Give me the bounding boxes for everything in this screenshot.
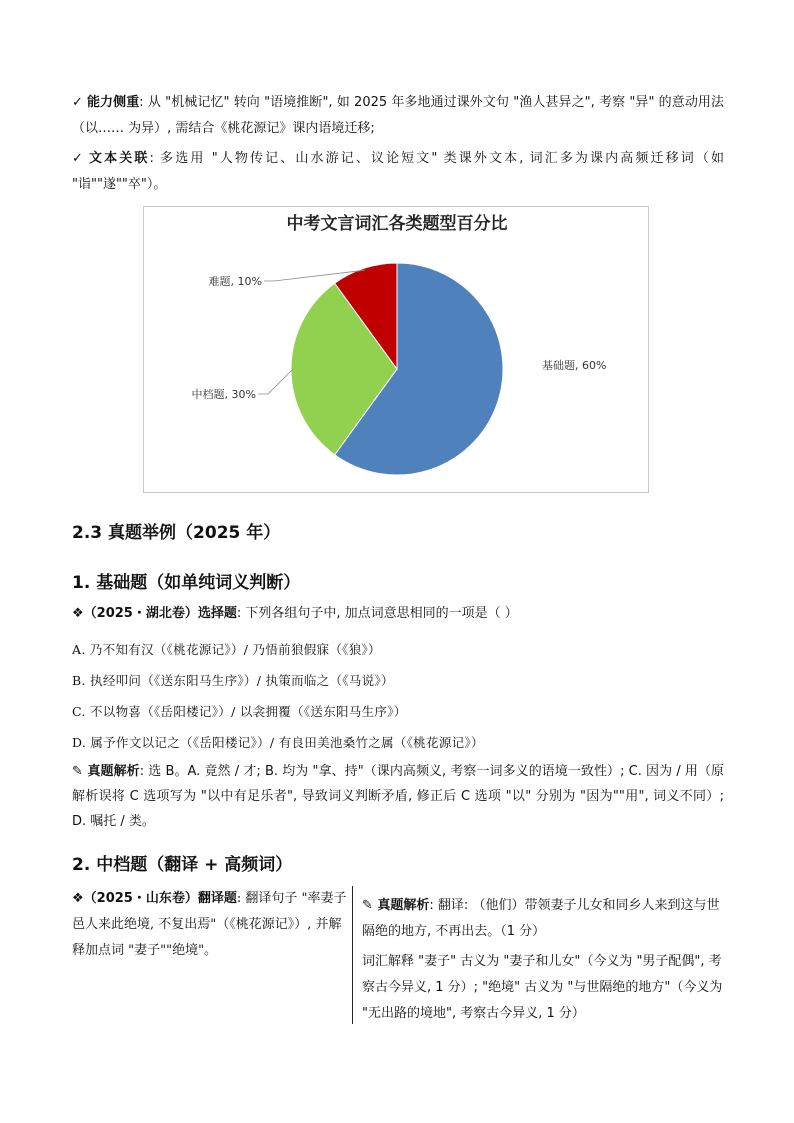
analysis-vocab: 词汇解释 "妻子" 古义为 "妻子和儿女"（今义为 "男子配偶", 考察古今异义, 1 分）; "绝境" 古义为 "与世隔绝的地方"（今义为 "无出路的境地", 考察古今异义, 1 分） (362, 954, 723, 1021)
check-icon: ✓ (72, 151, 86, 166)
point-ability-focus (72, 90, 724, 142)
pie-chart (143, 206, 649, 493)
leader-line-1 (258, 369, 293, 394)
option-b: B. 执经叩问（《送东阳马生序》）/ 执策而临之（《马说》） (72, 673, 394, 688)
analysis-label: ✎ 真题解析 (72, 764, 140, 779)
check-icon: ✓ (72, 95, 83, 110)
option-a: A. 乃不知有汉（《桃花源记》）/ 乃悟前狼假寐（《狼》） (72, 642, 381, 657)
point-text: : 从 "机械记忆" 转向 "语境推断", 如 2025 年多地通过课外文句 "渔人甚异之", 考察 "异" 的意动用法（以…… 为异）, 需结合《桃花源记》课内语境迁移; (72, 95, 724, 136)
question-basic (72, 603, 724, 625)
option-c: C. 不以物喜（《岳阳楼记》）/ 以衾拥覆（《送东阳马生序》） (72, 704, 407, 719)
point-label: 文本关联 (89, 151, 150, 166)
analysis-label: ✎ 真题解析 (362, 898, 430, 913)
question-medium (72, 886, 352, 964)
question-text: : 下列各组句子中, 加点词意思相同的一项是（ ） (236, 606, 518, 621)
point-label: 能力侧重 (86, 95, 140, 110)
pie-label-1: 中档题, 30% (191, 388, 256, 401)
pie-label-2: 难题, 10% (208, 275, 262, 288)
question-text: : 翻译句子 "率妻子邑人来此绝境, 不复出焉"（《桃花源记》）, 并解释加点词 "妻子""绝境"。 (72, 891, 347, 958)
point-text: : 多选用 "人物传记、山水游记、议论短文" 类课外文本, 词汇多为课内高频迁移词（如 "诣""遂""卒"）。 (72, 151, 724, 192)
sub-heading-basic: 1. 基础题（如单纯词义判断） (72, 573, 301, 593)
section-heading: 2.3 真题举例（2025 年） (72, 523, 281, 543)
pie-chart-svg (144, 207, 650, 494)
analysis-text: : 选 B。A. 竟然 / 才; B. 均为 "拿、持"（课内高频义, 考察一词多义的语境一致性）; C. 因为 / 用（原解析误将 C 选项写为 "以中有足乐者", 导致词义判断矛盾, 修正后 C 选项 "以" 分别为 "因为""用", 词义不同）; D. 嘱托 / 类。 (72, 764, 724, 829)
analysis-text: : 翻译: （他们）带领妻子儿女和同乡人来到这与世隔绝的地方, 不再出去。（1 分） (362, 898, 720, 939)
analysis-translation (362, 893, 724, 945)
analysis-medium (362, 893, 724, 1031)
analysis-basic (72, 759, 724, 834)
sub-heading-medium: 2. 中档题（翻译 + 高频词） (72, 855, 293, 875)
option-d: D. 属予作文以记之（《岳阳楼记》）/ 有良田美池桑竹之属（《桃花源记》） (72, 735, 484, 750)
chart-title: 中考文言词汇各类题型百分比 (286, 214, 508, 234)
question-prefix: ❖（2025・湖北卷）选择题 (72, 606, 237, 621)
pie-label-0: 基础题, 60% (542, 359, 607, 372)
question-prefix: ❖（2025・山东卷）翻译题 (72, 891, 237, 906)
point-text-relation (72, 146, 724, 198)
column-divider (352, 886, 353, 1024)
